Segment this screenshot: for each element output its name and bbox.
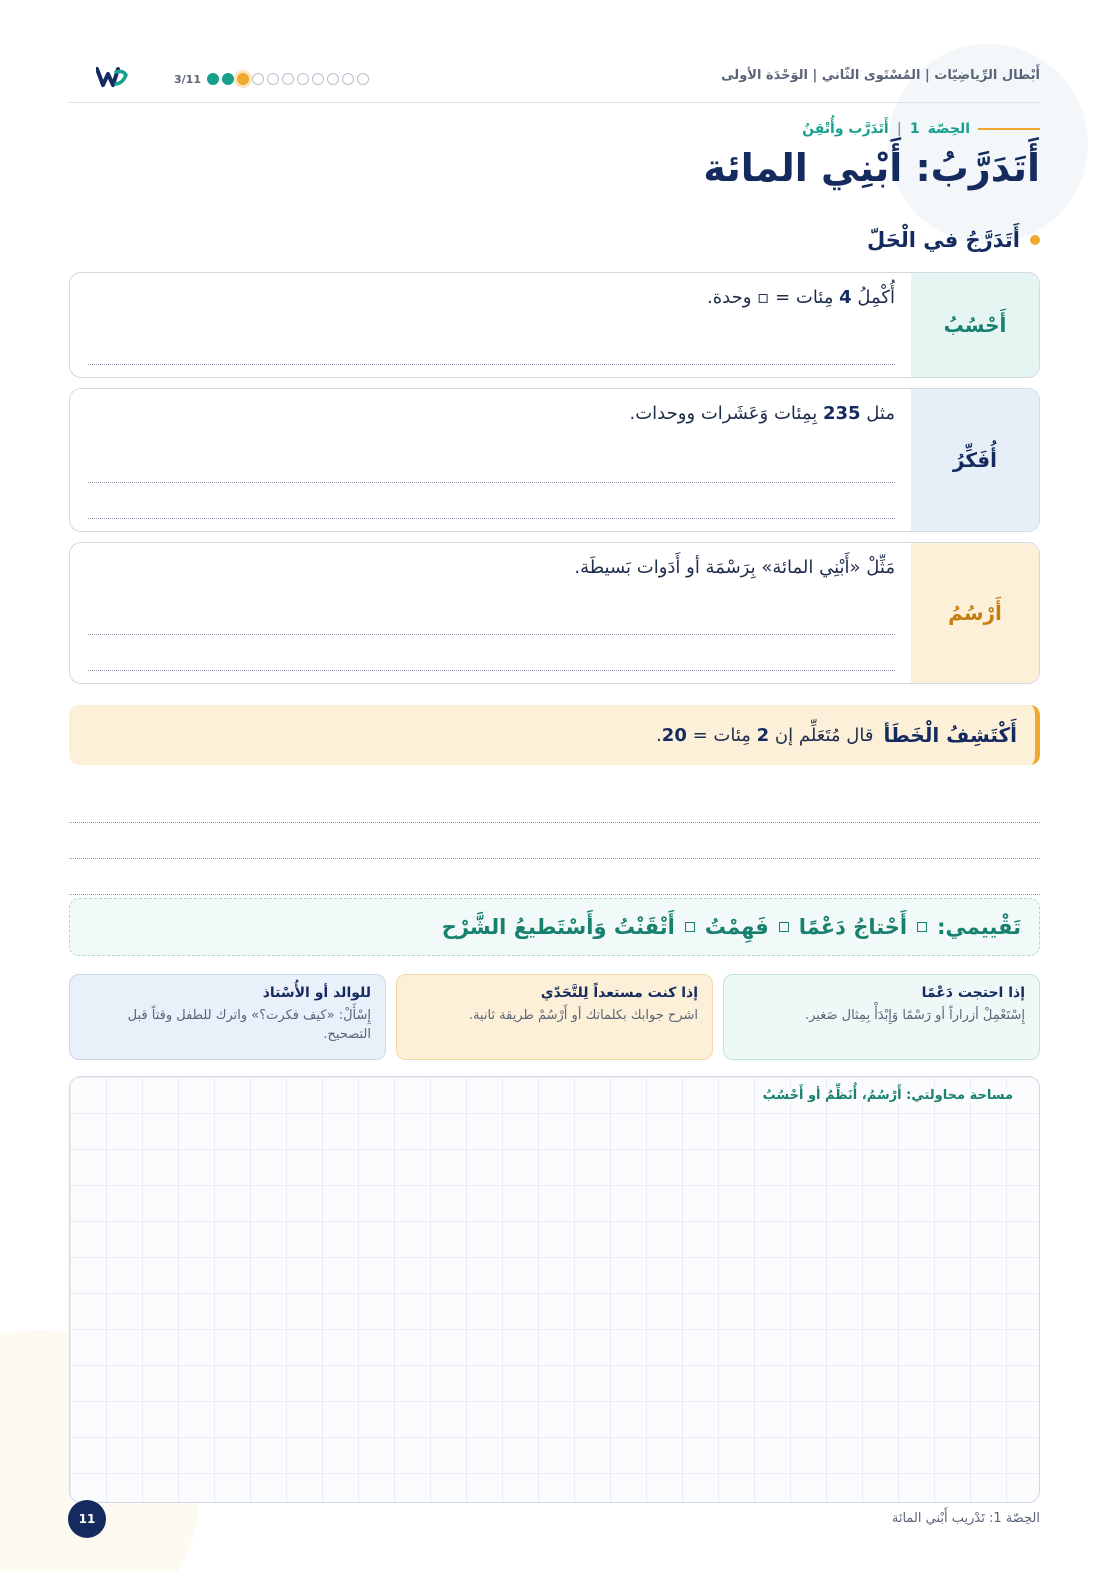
tip-card-support: [723, 974, 1040, 1060]
checkbox-understood[interactable]: [779, 922, 789, 932]
footer-caption: الحِصّة 1: تَدْريب أَبْني المائة: [891, 1511, 1040, 1526]
mistake-punctuation: .: [656, 724, 662, 746]
activity-prompt: [707, 287, 895, 308]
answer-line[interactable]: [69, 858, 1040, 859]
tip-body: اشرح جوابك بكلماتك أو أَرْسُمْ طريقة ثانية.: [468, 1008, 698, 1023]
progress-dot: [342, 73, 354, 85]
lesson-number: 1: [909, 121, 920, 137]
tip-title: إذا احتجت دَعْمًا: [921, 985, 1025, 1001]
activity-card-calculate: [69, 272, 1040, 378]
lesson-kicker: [802, 121, 1040, 137]
progress-dot: [297, 73, 309, 85]
option-mastered: أَتْقَنْتُ وَأَسْتَطيعُ الشَّرْح: [441, 915, 675, 939]
bullet-dot-icon: [1030, 235, 1040, 245]
kicker-accent-bar: [978, 128, 1040, 130]
answer-line[interactable]: [88, 634, 895, 635]
section-heading: [867, 228, 1040, 252]
answer-line[interactable]: [88, 518, 895, 519]
prompt-text: مِئات = ▫ وحدة.: [707, 287, 834, 308]
activity-card-think: [69, 388, 1040, 532]
mistake-number: 2: [756, 724, 770, 746]
workspace-grid[interactable]: [69, 1076, 1040, 1503]
activity-prompt: [630, 403, 895, 424]
find-mistake-label: أَكْتَشِفُ الْخَطَأ: [883, 723, 1017, 747]
tip-title: إذا كنت مستعداً لِلتَّحَدّي: [540, 985, 698, 1001]
progress-dot: [252, 73, 264, 85]
activity-tab-calculate: أَحْسُبُ: [911, 273, 1039, 377]
answer-line[interactable]: [69, 822, 1040, 823]
mistake-number: 20: [661, 724, 687, 746]
activity-tab-draw: أَرْسُمُ: [911, 543, 1039, 683]
answer-line[interactable]: [88, 670, 895, 671]
progress-indicator: [174, 70, 372, 88]
tip-body: إِسْتَعْمِلْ أزراراً أو رَسْمًا وَإِبْدَأْ بِمِثال صَغير.: [804, 1008, 1025, 1023]
checkbox-need-support[interactable]: [917, 922, 927, 932]
prompt-text: أُكْمِلُ: [857, 287, 895, 308]
answer-line[interactable]: [88, 482, 895, 483]
progress-dot: [327, 73, 339, 85]
checkbox-mastered[interactable]: [685, 922, 695, 932]
option-understood: فَهِمْتُ: [704, 915, 769, 939]
self-assessment: [69, 898, 1040, 956]
prompt-text: بِمِئات وَعَشَرات ووحدات.: [629, 403, 818, 424]
activity-prompt: [574, 557, 895, 578]
header-divider: [68, 102, 1040, 103]
lesson-stage: أَتَدَرَّب وأُتْقِنُ: [802, 121, 889, 137]
tip-body: إِسْأَلْ: «كيف فكرت؟» واترك للطفل وقتاً قبل التصحيح.: [127, 1008, 371, 1042]
workspace-label: مساحة محاولتي: أَرْسُمُ، أُنَظِّمُ أو أَحْسُبُ: [762, 1088, 1013, 1103]
section-heading-text: أَتَدَرَّجُ في الْحَلّ: [866, 228, 1020, 252]
progress-dot: [222, 73, 234, 85]
progress-dot: [267, 73, 279, 85]
progress-dot: [312, 73, 324, 85]
prompt-text: مثل: [866, 403, 895, 424]
lesson-divider: |: [896, 121, 902, 137]
answer-line[interactable]: [88, 364, 895, 365]
logo-icon: [96, 66, 128, 88]
breadcrumb: أَبْطال الرِّياضِيّات | المُسْتَوى الثّاني | الوَحْدَة الأولى: [721, 68, 1040, 83]
option-need-support: أَحْتاجُ دَعْمًا: [798, 915, 908, 939]
progress-dot: [207, 73, 219, 85]
progress-dot: [357, 73, 369, 85]
find-mistake-banner: [69, 705, 1040, 765]
progress-dot: [282, 73, 294, 85]
answer-line[interactable]: [69, 894, 1040, 895]
tip-card-challenge: [396, 974, 713, 1060]
activity-card-draw: [69, 542, 1040, 684]
prompt-text: مَثِّلْ «أَبْنِي المائة» بِرَسْمَة أو أَدَوات بَسيطَة.: [574, 557, 895, 578]
prompt-number: 235: [822, 403, 861, 424]
progress-dot: [237, 73, 249, 85]
self-assessment-label: تَقْييمي:: [937, 915, 1021, 939]
brand-logo: [96, 66, 128, 88]
tip-title: للوالد أو الأُسْتاذ: [262, 985, 371, 1001]
progress-count: 3/11: [174, 72, 201, 86]
mistake-text: قال مُتَعَلِّم إن: [774, 724, 874, 746]
lesson-label: الحِصّة: [927, 121, 970, 137]
activity-tab-think: أُفَكِّرُ: [911, 389, 1039, 531]
progress-dots: [207, 73, 372, 85]
mistake-text: مِئات =: [692, 724, 751, 746]
page-number: 11: [68, 1500, 106, 1538]
prompt-number: 4: [839, 287, 852, 308]
tip-card-parent: [69, 974, 386, 1060]
page-title: أَتَدَرَّبُ: أَبْنِي المائة: [703, 146, 1040, 190]
